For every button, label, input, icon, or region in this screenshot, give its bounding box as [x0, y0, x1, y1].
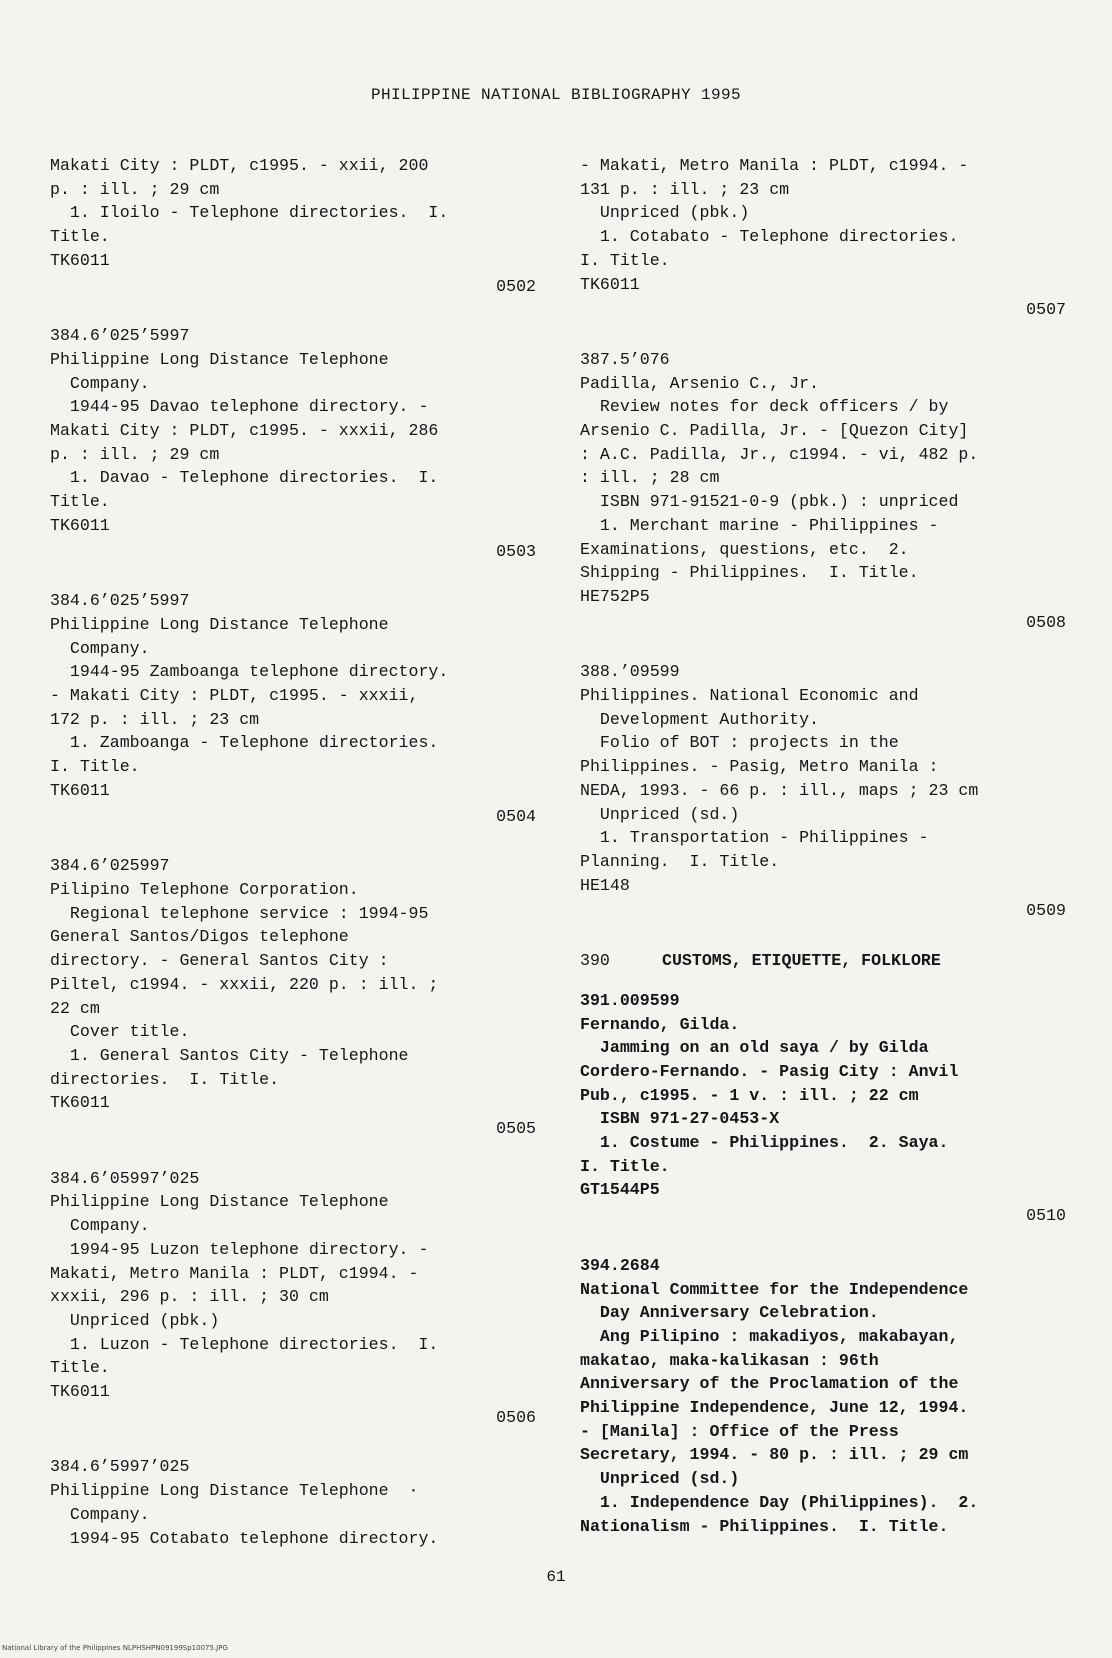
entry-line: Review notes for deck officers / by: [580, 397, 949, 417]
entry-line: TK6011: [50, 780, 110, 800]
entry-number: 0504: [496, 806, 536, 826]
entry-line: 394.2684: [580, 1255, 660, 1275]
entry-line: HE752P5: [580, 586, 650, 606]
entry-line: directory. - General Santos City :: [50, 951, 389, 971]
entry-line: I. Title.: [580, 1156, 670, 1176]
entry-line: 1. Luzon - Telephone directories. I.: [50, 1334, 439, 1354]
entry-number: 0508: [1026, 612, 1066, 632]
entry-line: 384.6’05997’025: [50, 1168, 200, 1188]
entry-line: Planning. I. Title.: [580, 851, 780, 871]
entry-line: TK6011: [50, 1382, 110, 1402]
entry-line: Ang Pilipino : makadiyos, makabayan,: [580, 1326, 959, 1346]
entry-line: I. Title.: [580, 250, 670, 270]
entry-line: 22 cm: [50, 998, 100, 1018]
entry-line: 384.6’025’5997: [50, 326, 190, 346]
entry-line: 131 p. : ill. ; 23 cm: [580, 179, 790, 199]
entry-line: Philippines. - Pasig, Metro Manila :: [580, 757, 939, 777]
entry-line: Anniversary of the Proclamation of the: [580, 1374, 959, 1394]
entry-line: National Committee for the Independence: [580, 1279, 969, 1299]
entry-line: 1. Merchant marine - Philippines -: [580, 515, 939, 535]
entry-line: Philippine Long Distance Telephone ·: [50, 1481, 419, 1501]
bibliography-entry: [580, 660, 1066, 923]
entry-line: 1. Cotabato - Telephone directories.: [580, 227, 959, 247]
bibliography-entry: [50, 589, 536, 828]
entry-line: Cordero-Fernando. - Pasig City : Anvil: [580, 1061, 959, 1081]
entry-line: Jamming on an old saya / by Gilda: [580, 1038, 929, 1058]
entry-line: GT1544P5: [580, 1180, 660, 1200]
entry-number: 0507: [1026, 300, 1066, 320]
entry-line: 1944-95 Davao telephone directory. -: [50, 397, 429, 417]
entry-line: 384.6’025’5997: [50, 591, 190, 611]
entry-line: Philippine Long Distance Telephone: [50, 614, 389, 634]
entry-line: Philippine Long Distance Telephone: [50, 1192, 389, 1212]
entry-line: Makati City : PLDT, c1995. - xxxii, 286: [50, 421, 439, 441]
entry-line: 1. Davao - Telephone directories. I.: [50, 468, 439, 488]
entry-line: General Santos/Digos telephone: [50, 927, 349, 947]
entry-line: Makati, Metro Manila : PLDT, c1994. -: [50, 1263, 419, 1283]
bibliography-entry: [50, 1167, 536, 1430]
entry-line: - Makati City : PLDT, c1995. - xxxii,: [50, 686, 419, 706]
entry-line: Title.: [50, 492, 110, 512]
entry-line: Philippines. National Economic and: [580, 686, 919, 706]
entry-line: 1944-95 Zamboanga telephone directory.: [50, 662, 449, 682]
entry-line: 384.6’5997’025: [50, 1457, 190, 1477]
entry-line: ISBN 971-91521-0-9 (pbk.) : unpriced: [580, 492, 959, 512]
bibliography-entry: [580, 348, 1066, 634]
entry-line: Arsenio C. Padilla, Jr. - [Quezon City]: [580, 421, 969, 441]
entry-line: Regional telephone service : 1994-95: [50, 903, 429, 923]
entry-line: Company.: [50, 1216, 150, 1236]
entry-line: 387.5’076: [580, 349, 670, 369]
entry-line: Fernando, Gilda.: [580, 1014, 740, 1034]
entry-line: Pub., c1995. - 1 v. : ill. ; 22 cm: [580, 1085, 919, 1105]
bibliography-entry: [50, 154, 536, 298]
entry-line: Title.: [50, 1358, 110, 1378]
entry-line: Pilipino Telephone Corporation.: [50, 879, 359, 899]
entry-line: Examinations, questions, etc. 2.: [580, 539, 909, 559]
entry-line: Company.: [50, 1504, 150, 1524]
entry-line: Unpriced (pbk.): [580, 203, 750, 223]
entry-line: - Makati, Metro Manila : PLDT, c1994. -: [580, 156, 969, 175]
entry-line: Unpriced (pbk.): [50, 1310, 220, 1330]
entry-line: 384.6’025997: [50, 856, 170, 876]
entry-line: Piltel, c1994. - xxxii, 220 p. : ill. ;: [50, 974, 439, 994]
entry-line: Cover title.: [50, 1022, 190, 1042]
entry-line: 1. Costume - Philippines. 2. Saya.: [580, 1133, 949, 1153]
entry-line: Day Anniversary Celebration.: [580, 1303, 879, 1323]
entry-line: p. : ill. ; 29 cm: [50, 444, 220, 464]
entry-line: Shipping - Philippines. I. Title.: [580, 563, 919, 583]
entry-number: 0505: [496, 1119, 536, 1139]
entry-line: 1. Independence Day (Philippines). 2.: [580, 1492, 979, 1512]
entry-line: Folio of BOT : projects in the: [580, 733, 899, 753]
scan-caption: National Library of the Philippines NLPHSHPN09199Sp10075.JPG: [2, 1644, 228, 1652]
entry-line: Padilla, Arsenio C., Jr.: [580, 373, 819, 393]
entry-line: : A.C. Padilla, Jr., c1994. - vi, 482 p.: [580, 444, 979, 464]
entry-number: 0509: [1026, 901, 1066, 921]
entry-line: HE148: [580, 875, 630, 895]
entry-line: Development Authority.: [580, 709, 819, 729]
entry-line: 1. Transportation - Philippines -: [580, 828, 929, 848]
bibliography-entry: [50, 1455, 536, 1550]
entry-line: Unpriced (sd.): [580, 804, 740, 824]
entry-line: ISBN 971-27-0453-X: [580, 1109, 780, 1129]
entry-line: Company.: [50, 373, 150, 393]
entry-line: Company.: [50, 638, 150, 658]
entry-line: TK6011: [50, 515, 110, 535]
entry-line: makatao, maka-kalikasan : 96th: [580, 1350, 879, 1370]
entry-line: : ill. ; 28 cm: [580, 468, 720, 488]
entry-line: 1. Iloilo - Telephone directories. I.: [50, 203, 449, 223]
entry-line: 1994-95 Cotabato telephone directory.: [50, 1528, 439, 1548]
entry-line: 388.’09599: [580, 662, 680, 682]
page-header: PHILIPPINE NATIONAL BIBLIOGRAPHY 1995: [370, 86, 742, 104]
bibliography-entry: [580, 1254, 1066, 1538]
entry-line: Nationalism - Philippines. I. Title.: [580, 1516, 949, 1536]
right-column: [580, 154, 1066, 1564]
page-number: 61: [546, 1568, 566, 1586]
entry-line: p. : ill. ; 29 cm: [50, 179, 220, 199]
bibliography-entry: [580, 154, 1066, 322]
entry-line: TK6011: [50, 250, 110, 270]
section-heading: [580, 949, 1066, 973]
entry-line: Philippine Independence, June 12, 1994.: [580, 1398, 969, 1418]
entry-number: 0502: [496, 276, 536, 296]
entry-line: 1. General Santos City - Telephone: [50, 1045, 409, 1065]
entry-line: I. Title.: [50, 757, 140, 777]
entry-number: 0506: [496, 1407, 536, 1427]
bibliography-entry: [580, 989, 1066, 1228]
entry-line: 1. Zamboanga - Telephone directories.: [50, 733, 439, 753]
left-column: [50, 154, 536, 1576]
entry-line: directories. I. Title.: [50, 1069, 280, 1089]
entry-number: 0503: [496, 541, 536, 561]
entry-line: 391.009599: [580, 990, 680, 1010]
entry-line: xxxii, 296 p. : ill. ; 30 cm: [50, 1287, 329, 1307]
entry-line: TK6011: [580, 274, 640, 294]
entry-line: - [Manila] : Office of the Press: [580, 1421, 899, 1441]
section-title: CUSTOMS, ETIQUETTE, FOLKLORE: [662, 951, 941, 971]
section-number: 390: [580, 951, 610, 971]
entry-line: 1994-95 Luzon telephone directory. -: [50, 1239, 429, 1259]
entry-line: Unpriced (sd.): [580, 1469, 740, 1489]
bibliography-entry: [50, 854, 536, 1140]
entry-line: Secretary, 1994. - 80 p. : ill. ; 29 cm: [580, 1445, 969, 1465]
entry-line: 172 p. : ill. ; 23 cm: [50, 709, 260, 729]
entry-line: TK6011: [50, 1093, 110, 1113]
entry-number: 0510: [1026, 1206, 1066, 1226]
entry-line: Makati City : PLDT, c1995. - xxii, 200: [50, 156, 429, 175]
entry-line: Philippine Long Distance Telephone: [50, 349, 389, 369]
bibliography-entry: [50, 324, 536, 563]
entry-line: NEDA, 1993. - 66 p. : ill., maps ; 23 cm: [580, 780, 979, 800]
entry-line: Title.: [50, 227, 110, 247]
